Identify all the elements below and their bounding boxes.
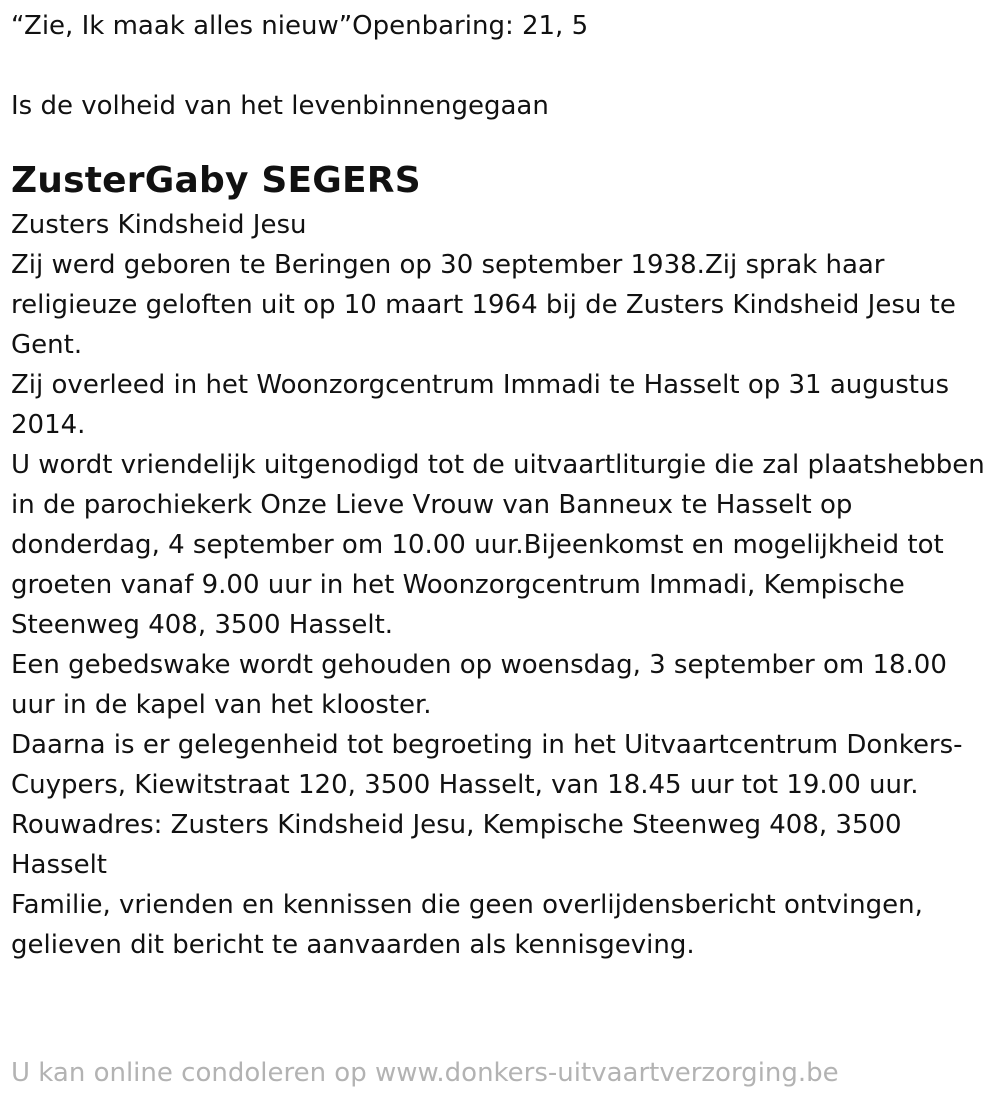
intro-text: Is de volheid van het levenbinnengegaan <box>11 91 549 121</box>
deceased-name: ZusterGaby SEGERS <box>11 160 421 201</box>
paragraph-death: Zij overleed in het Woonzorgcentrum Immadi te Hasselt op 31 augustus 2014. <box>11 370 950 440</box>
obituary-body <box>11 245 988 965</box>
paragraph-address: Rouwadres: Zusters Kindsheid Jesu, Kempische Steenweg 408, 3500 Hasselt <box>11 810 902 880</box>
congregation: Zusters Kindsheid Jesu <box>11 210 307 240</box>
paragraph-notice: Familie, vrienden en kennissen die geen overlijdensbericht ontvingen, gelieven dit bericht te aanvaarden als kennisgeving. <box>11 890 923 960</box>
bible-quote: “Zie, Ik maak alles nieuw”Openbaring: 21, 5 <box>11 11 589 41</box>
paragraph-wake: Een gebedswake wordt gehouden op woensdag, 3 september om 18.00 uur in de kapel van het klooster. <box>11 650 947 720</box>
paragraph-birth-vows: Zij werd geboren te Beringen op 30 september 1938.Zij sprak haar religieuze geloften uit op 10 maart 1964 bij de Zusters Kindsheid Jesu te Gent. <box>11 250 956 360</box>
paragraph-funeral: U wordt vriendelijk uitgenodigd tot de uitvaartliturgie die zal plaatshebben in de parochiekerk Onze Lieve Vrouw van Banneux te Hasselt op donderdag, 4 september om 10.00 uur.Bijeenkomst en mogelijkheid tot groeten vanaf 9.00 uur in het Woonzorgcentrum Immadi, Kempische Steenweg 408, 3500 Hasselt. <box>11 450 985 640</box>
online-condolence-text: U kan online condoleren op www.donkers-uitvaartverzorging.be <box>11 1058 839 1088</box>
paragraph-greeting: Daarna is er gelegenheid tot begroeting in het Uitvaartcentrum Donkers-Cuypers, Kiewitstraat 120, 3500 Hasselt, van 18.45 uur tot 19.00 uur. <box>11 730 963 800</box>
